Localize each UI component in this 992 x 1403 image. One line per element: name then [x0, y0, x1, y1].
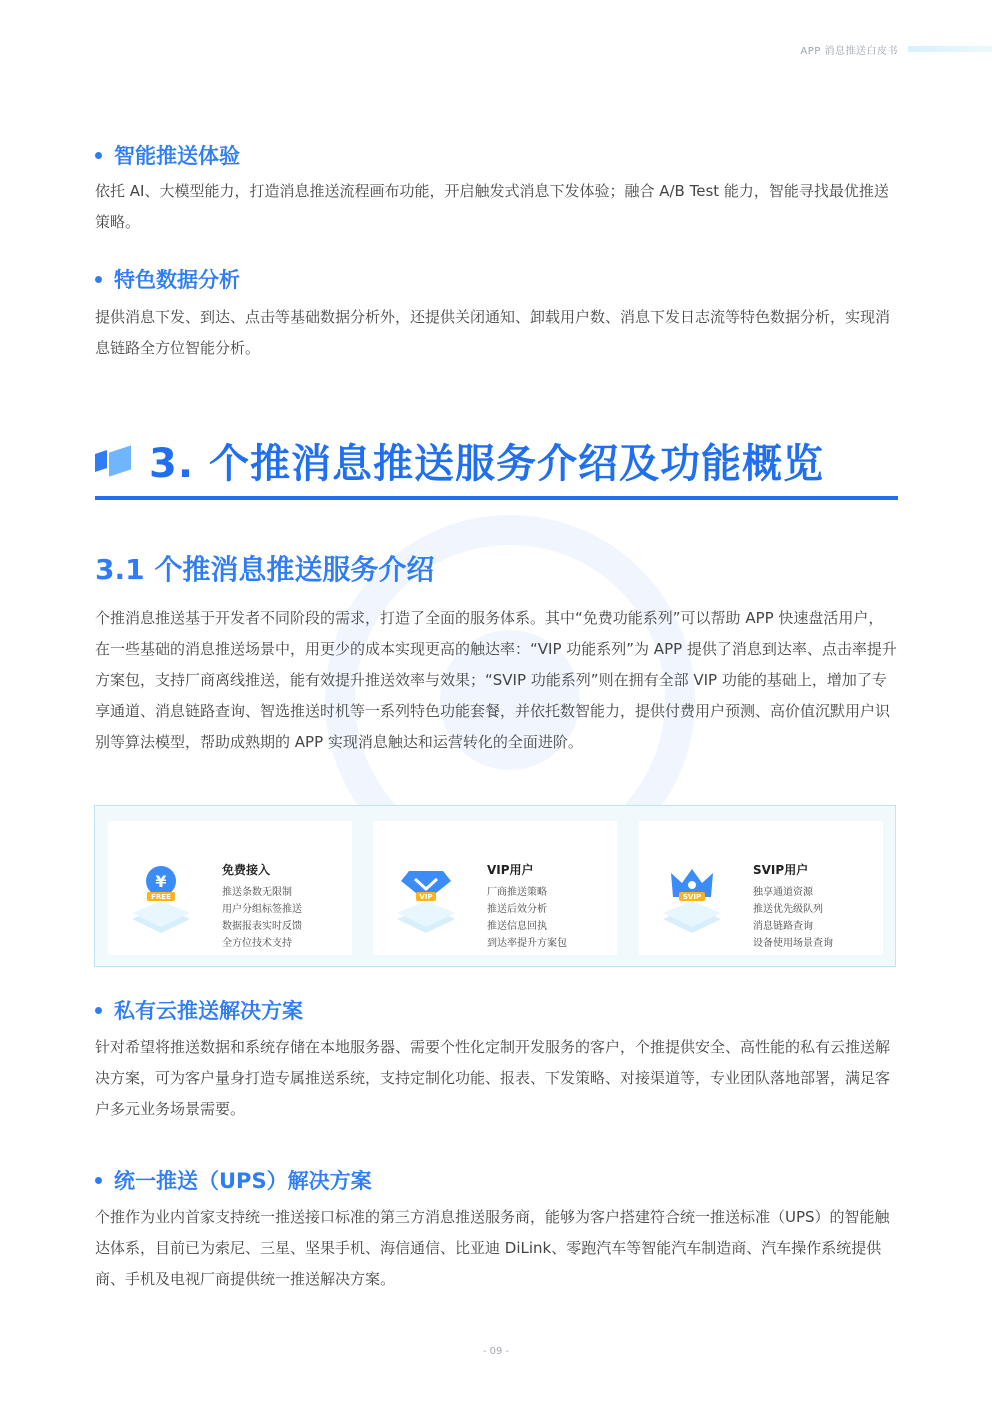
plan-name-svip: SVIP用户: [753, 863, 809, 877]
plan-feature: 推送后效分析: [487, 904, 547, 915]
heading-private-cloud: 私有云推送解决方案: [95, 995, 303, 1025]
plan-feature: 推送信息回执: [487, 921, 547, 932]
plan-feature: 推送优先级队列: [753, 904, 823, 915]
plan-feature: 全方位技术支持: [222, 938, 292, 949]
svg-text:¥: ¥: [155, 872, 167, 891]
header-accent-bar: [908, 46, 992, 52]
yen-coin-icon: [130, 861, 192, 937]
heading-data-analysis: 特色数据分析: [95, 264, 240, 294]
plan-name-free: 免费接入: [222, 863, 271, 877]
heading-ups: 统一推送（UPS）解决方案: [95, 1165, 372, 1195]
heading-smart-push: 智能推送体验: [95, 140, 240, 170]
svg-text:VIP: VIP: [419, 893, 433, 901]
bullet-dot-icon: [95, 152, 102, 159]
paragraph-ups: 个推作为业内首家支持统一推送接口标准的第三方消息推送服务商，能够为客户搭建符合统一推送标准（UPS）的智能触达体系，目前已为索尼、三星、坚果手机、海信通信、比亚迪 DiLink、零跑汽车等智能汽车制造商、汽车操作系统提供商、手机及电视厂商提供统一推送解决方案。: [95, 1208, 890, 1288]
plan-feature: 推送条数无限制: [222, 887, 292, 898]
plan-feature: 数据报表实时反馈: [222, 921, 302, 932]
plan-feature: 厂商推送策略: [487, 887, 547, 898]
bullet-dot-icon: [95, 1177, 102, 1184]
document-header-tag: APP 消息推送白皮书: [800, 46, 898, 57]
plan-feature: 独享通道资源: [753, 887, 813, 898]
paragraph-private-cloud: 针对希望将推送数据和系统存储在本地服务器、需要个性化定制开发服务的客户，个推提供安全、高性能的私有云推送解决方案，可为客户量身打造专属推送系统，支持定制化功能、报表、下发策略、对接渠道等，专业团队落地部署，满足客户多元业务场景需要。: [95, 1038, 891, 1118]
crown-icon: [661, 861, 723, 937]
plan-feature: 到达率提升方案包: [487, 938, 567, 949]
bullet-dot-icon: [95, 276, 102, 283]
plan-card-svip: [639, 821, 883, 955]
svg-text:SVIP: SVIP: [682, 893, 702, 901]
plan-feature: 用户分组标签推送: [222, 904, 302, 915]
plan-card-vip: [373, 821, 617, 955]
chapter-title: 3. 个推消息推送服务介绍及功能概览: [95, 432, 824, 489]
paragraph-service-intro: 个推消息推送基于开发者不同阶段的需求，打造了全面的服务体系。其中“免费功能系列”可以帮助 APP 快速盘活用户，在一些基础的消息推送场景中，用更少的成本实现更高的触达率：“VIP 功能系列”为 APP 提供了消息到达率、点击率提升方案包，支持厂商离线推送，能有效提升推送效率与效果；“SVIP 功能系列”则在拥有全部 VIP 功能的基础上，增加了专享通道、消息链路查询、智选推送时机等一系列特色功能套餐，并依托数智能力，提供付费用户预测、高价值沉默用户识别等算法模型，帮助成熟期的 APP 实现消息触达和运营转化的全面进阶。: [95, 609, 897, 751]
plan-card-free: [108, 821, 352, 955]
chapter-flag-icon: [95, 446, 133, 476]
paragraph-smart-push: 依托 AI、大模型能力，打造消息推送流程画布功能，开启触发式消息下发体验；融合 A/B Test 能力，智能寻找最优推送策略。: [95, 182, 889, 231]
page-number: - 09 -: [482, 1346, 510, 1357]
paragraph-data-analysis: 提供消息下发、到达、点击等基础数据分析外，还提供关闭通知、卸载用户数、消息下发日志流等特色数据分析，实现消息链路全方位智能分析。: [95, 308, 891, 357]
plan-feature: 消息链路查询: [753, 921, 813, 932]
chapter-divider: [95, 496, 898, 500]
bullet-dot-icon: [95, 1007, 102, 1014]
plan-comparison-panel: [94, 805, 896, 967]
diamond-icon: [395, 861, 457, 937]
plan-name-vip: VIP用户: [487, 863, 534, 877]
svg-text:FREE: FREE: [151, 893, 171, 901]
subsection-title: 3.1 个推消息推送服务介绍: [95, 553, 435, 586]
plan-feature: 设备使用场景查询: [753, 938, 833, 949]
